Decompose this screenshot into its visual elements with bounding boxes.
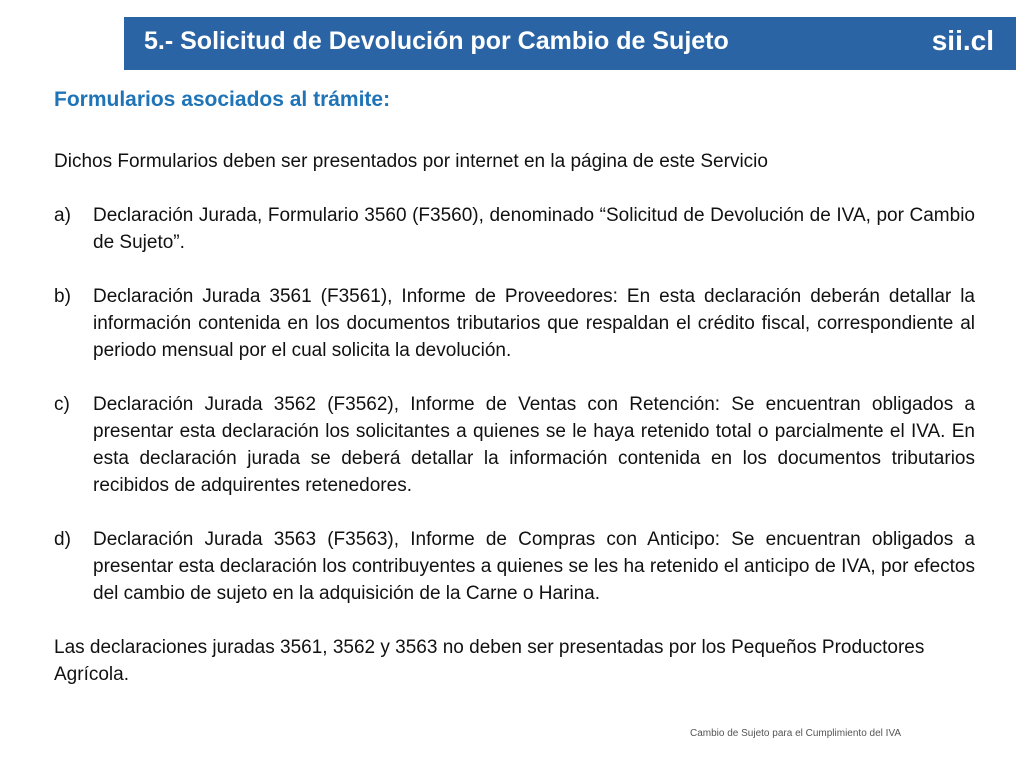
- list-marker: c): [54, 394, 70, 415]
- list-marker: d): [54, 529, 71, 550]
- list-marker: a): [54, 205, 71, 226]
- list-item-text: Declaración Jurada, Formulario 3560 (F3560), denominado “Solicitud de Devolución de IVA, por Cambio de Sujeto”.: [93, 205, 975, 253]
- section-heading: Formularios asociados al trámite:: [54, 88, 391, 111]
- sii-logo: sii.cl: [931, 25, 994, 56]
- closing-paragraph: Las declaraciones juradas 3561, 3562 y 3563 no deben ser presentadas por los Pequeños Productores Agrícola.: [54, 637, 925, 685]
- list-item-text: Declaración Jurada 3561 (F3561), Informe de Proveedores: En esta declaración deberán detallar la información contenida en los documentos tributarios que respaldan el crédito fiscal, correspondiente al periodo mensual por el cual solicita la devolución.: [93, 286, 975, 361]
- list-item-c: [54, 391, 975, 499]
- list-item-d: [54, 526, 975, 607]
- header-bar: [124, 17, 1016, 70]
- slide-title: 5.- Solicitud de Devolución por Cambio de Sujeto: [144, 27, 729, 55]
- list-item-a: [54, 202, 975, 256]
- list-item-text: Declaración Jurada 3563 (F3563), Informe de Compras con Anticipo: Se encuentran obligados a presentar esta declaración los contribuyentes a quienes se les ha retenido el anticipo de IVA, por efectos del cambio de sujeto en la adquisición de la Carne o Harina.: [93, 529, 975, 604]
- intro-paragraph: Dichos Formularios deben ser presentados por internet en la página de este Servicio: [54, 151, 768, 172]
- list-item-text: Declaración Jurada 3562 (F3562), Informe de Ventas con Retención: Se encuentran obligados a presentar esta declaración los solicitantes a quienes se le haya retenido total o parcialmente el IVA. En esta declaración jurada se deberá detallar la información contenida en los documentos tributarios recibidos de adquirentes retenedores.: [93, 394, 975, 496]
- list-item-b: [54, 283, 975, 364]
- content-body: [54, 148, 975, 688]
- footer-note: Cambio de Sujeto para el Cumplimiento del IVA: [690, 728, 902, 739]
- list-marker: b): [54, 286, 71, 307]
